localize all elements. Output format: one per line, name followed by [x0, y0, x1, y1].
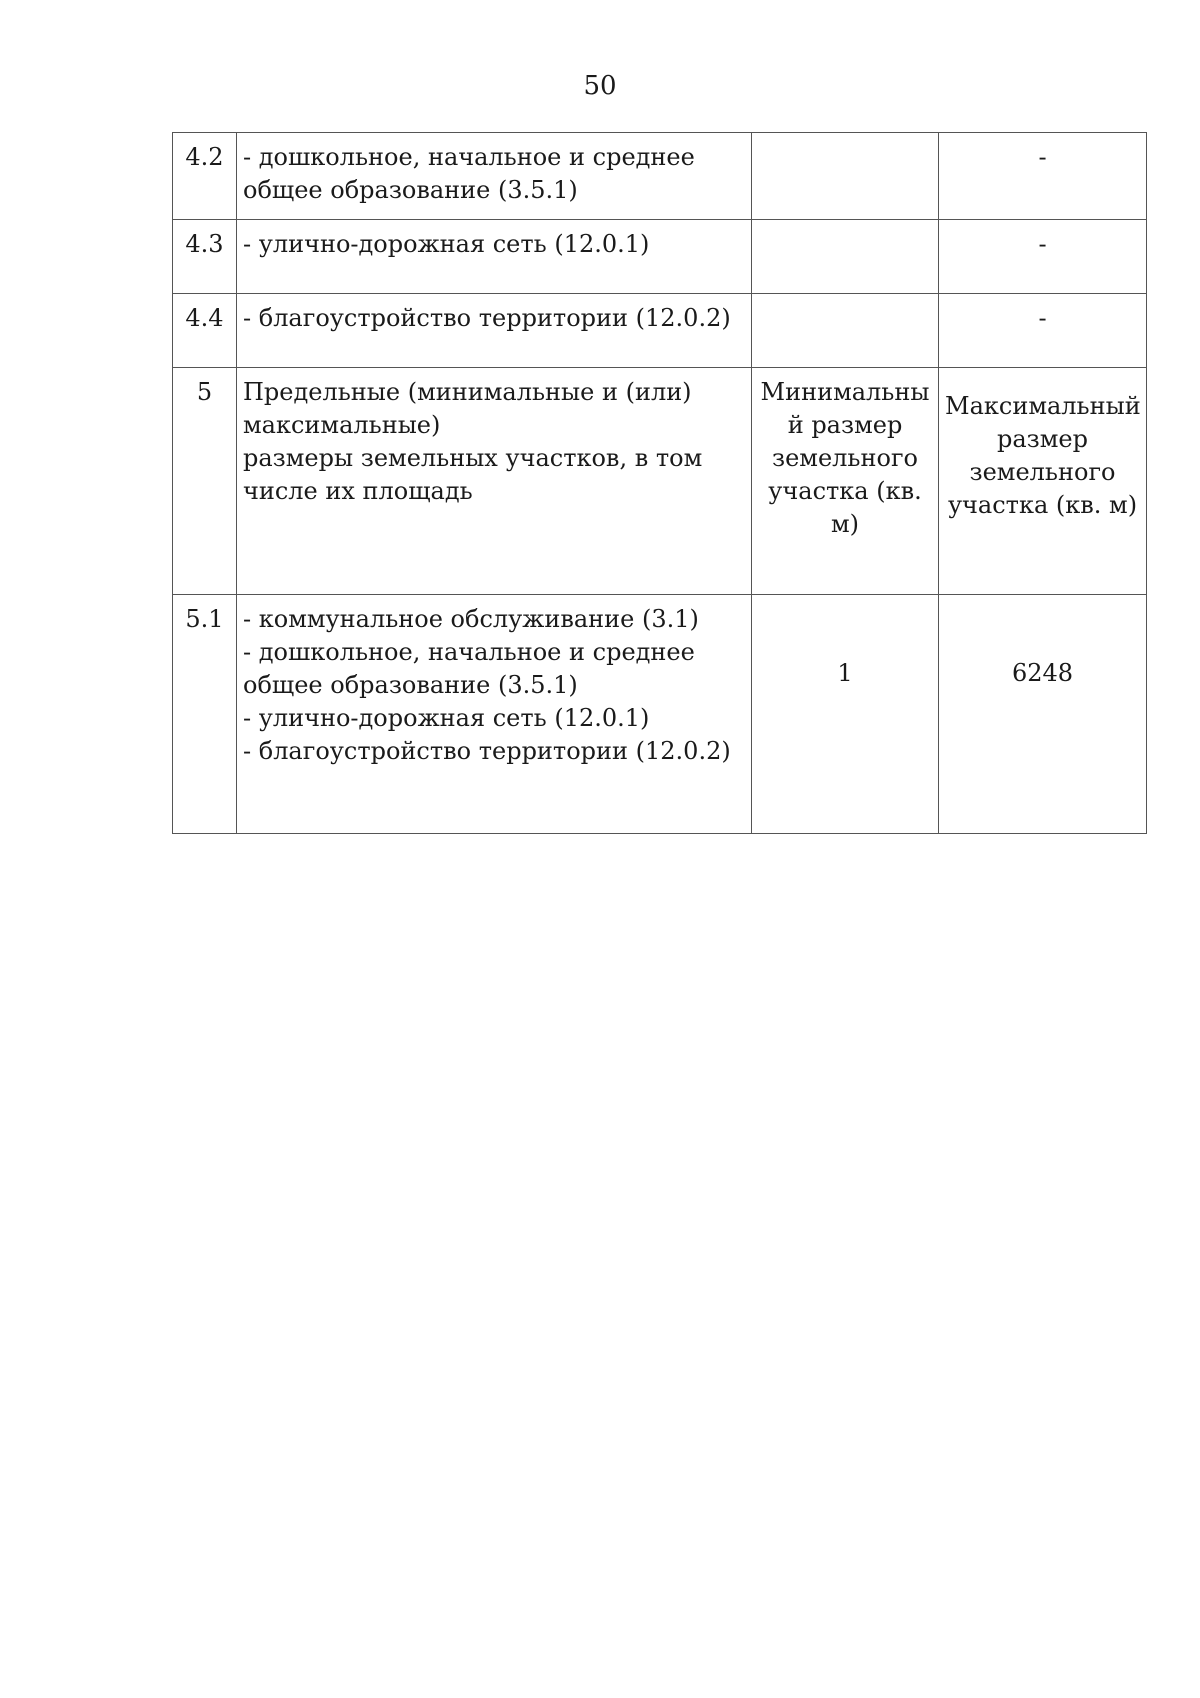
max-size-cell: -	[939, 294, 1147, 368]
min-size-cell	[752, 294, 939, 368]
row-description	[237, 595, 752, 834]
description-line: размеры земельных участков, в том	[243, 444, 703, 472]
max-size-header	[939, 368, 1147, 595]
min-size-cell	[752, 220, 939, 294]
row-number: 5.1	[173, 595, 237, 834]
description-line: - благоустройство территории (12.0.2)	[243, 304, 731, 332]
description-line: - улично-дорожная сеть (12.0.1)	[243, 704, 650, 732]
description-line: - благоустройство территории (12.0.2)	[243, 737, 731, 765]
max-size-cell: -	[939, 220, 1147, 294]
min-size-cell	[752, 133, 939, 220]
row-number: 4.3	[173, 220, 237, 294]
max-header-line: участка (кв. м)	[947, 491, 1138, 519]
description-line: - коммунальное обслуживание (3.1)	[243, 605, 699, 633]
row-number: 4.4	[173, 294, 237, 368]
min-header-line: участка (кв.	[768, 477, 922, 505]
max-header-line: Максимальный	[945, 392, 1141, 420]
min-size-value: 1	[752, 595, 939, 834]
description-line: - дошкольное, начальное и среднее	[243, 638, 695, 666]
min-header-line: земельного	[772, 444, 918, 472]
row-description	[237, 220, 752, 294]
table-row	[173, 220, 1147, 294]
description-line: общее образование (3.5.1)	[243, 671, 578, 699]
max-header-line: размер	[997, 425, 1088, 453]
table-row	[173, 368, 1147, 595]
row-description	[237, 294, 752, 368]
description-line: Предельные (минимальные и (или)	[243, 378, 692, 406]
row-description	[237, 368, 752, 595]
row-number: 4.2	[173, 133, 237, 220]
min-header-line: Минимальны	[760, 378, 930, 406]
max-size-value: 6248	[939, 595, 1147, 834]
page-number: 50	[583, 71, 617, 101]
description-line: общее образование (3.5.1)	[243, 176, 578, 204]
description-line: - дошкольное, начальное и среднее	[243, 143, 695, 171]
description-line: числе их площадь	[243, 477, 473, 505]
min-header-line: м)	[830, 510, 860, 538]
table-row	[173, 595, 1147, 834]
table-row	[173, 133, 1147, 220]
row-description	[237, 133, 752, 220]
row-number: 5	[173, 368, 237, 595]
land-use-table	[172, 132, 1147, 834]
min-header-line: й размер	[787, 411, 903, 439]
description-line: максимальные)	[243, 411, 441, 439]
table-row	[173, 294, 1147, 368]
min-size-header	[752, 368, 939, 595]
max-size-cell: -	[939, 133, 1147, 220]
description-line: - улично-дорожная сеть (12.0.1)	[243, 230, 650, 258]
max-header-line: земельного	[969, 458, 1116, 486]
